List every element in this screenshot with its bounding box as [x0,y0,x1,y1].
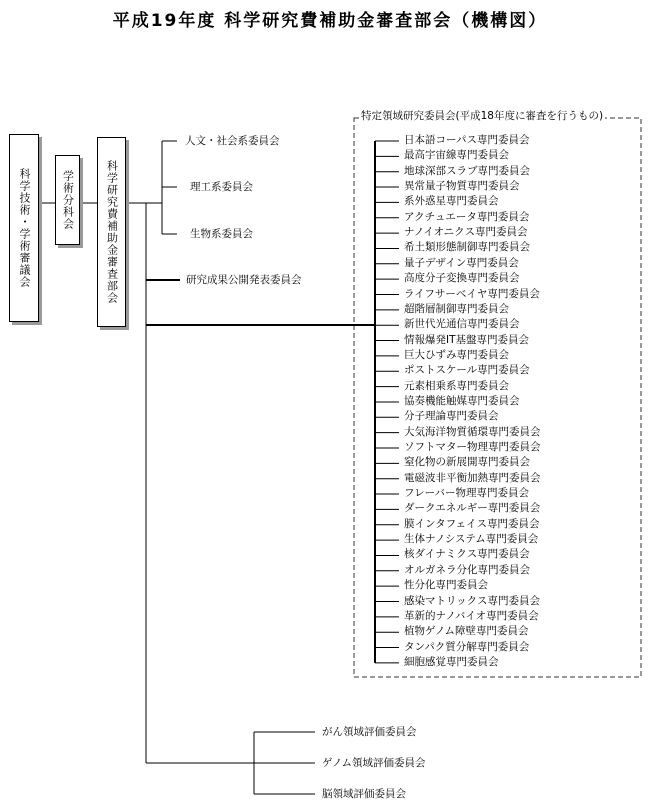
tokutei-item: アクチュエータ専門委員会 [404,210,530,223]
tokutei-item: 新世代光通信専門委員会 [404,318,520,331]
tokutei-item: タンパク質分解専門委員会 [404,640,530,653]
tokutei-item: フレーバー物理専門委員会 [404,487,530,500]
tokutei-item: 希土類形態制御専門委員会 [404,241,530,254]
tokutei-item: 感染マトリックス専門委員会 [404,594,540,607]
area-review-brain: 脳領域評価委員会 [322,788,406,800]
tokutei-item: 分子理論専門委員会 [404,410,499,423]
review-board-box [97,137,126,327]
tokutei-item: 最高宇宙線専門委員会 [404,149,509,162]
tokutei-item: 情報爆発IT基盤専門委員会 [404,333,530,346]
area-review-genome: ゲノム領域評価委員会 [322,757,426,769]
tokutei-item: 協奏機能触媒専門委員会 [404,394,520,407]
tokutei-item: 性分化専門委員会 [404,579,488,592]
tokutei-item: 量子デザイン専門委員会 [404,256,519,269]
subcommittee-box [55,155,80,245]
review-board-label: 科学研究費補助金審査部会 [105,160,119,304]
subcommittee-label: 学術分科会 [61,170,75,230]
tokutei-item: 元素相乗系専門委員会 [404,379,509,392]
council-label: 科学技術・学術審議会 [18,168,31,288]
tokutei-item: 超階層制御専門委員会 [404,302,509,315]
tokutei-item: 電磁波非平衡加熱専門委員会 [404,471,541,484]
tokutei-item: 日本語コーパス専門委員会 [404,134,530,146]
tokutei-item: ソフトマター物理専門委員会 [404,441,541,453]
tokutei-item: 細胞感覚専門委員会 [404,655,499,668]
tokutei-item: 地球深部スラブ専門委員会 [404,164,530,177]
area-review-cancer: がん領域評価委員会 [322,726,417,738]
page-title: 平成19年度 科学研究費補助金審査部会（機構図） [112,11,548,31]
committee-humanities: 人文・社会系委員会 [185,135,280,147]
tokutei-item: 異常量子物質専門委員会 [404,180,520,193]
tokutei-item: ナノイオニクス専門委員会 [404,226,528,239]
tokutei-item: 革新的ナノバイオ専門委員会 [404,609,539,622]
tokutei-item: 窒化物の新展開専門委員会 [404,456,530,469]
tokutei-item: オルガネラ分化専門委員会 [404,563,530,576]
tokutei-item: ライフサーベイヤ専門委員会 [404,287,540,300]
tokutei-item: 植物ゲノム障壁専門委員会 [404,625,529,638]
committee-biology: 生物系委員会 [190,228,253,240]
tokutei-item: 膜インタフェイス専門委員会 [404,517,540,530]
tokutei-item: ポストスケール専門委員会 [404,364,530,377]
tokutei-item: 高度分子変換専門委員会 [404,272,520,285]
tokutei-item: ダークエネルギー専門委員会 [404,502,541,515]
council-box [9,134,39,322]
tokutei-item: 大気海洋物質循環専門委員会 [404,425,541,438]
tokutei-item: 系外惑星専門委員会 [404,195,499,208]
tokutei-item: 核ダイナミクス専門委員会 [404,548,530,561]
committee-publication: 研究成果公開発表委員会 [186,274,302,286]
tokutei-heading: 特定領域研究委員会(平成18年度に審査を行うもの) [361,110,604,122]
tokutei-item: 生体ナノシステム専門委員会 [404,533,539,546]
tokutei-item: 巨大ひずみ専門委員会 [404,348,509,361]
committee-science-engineering: 理工系委員会 [190,181,253,193]
